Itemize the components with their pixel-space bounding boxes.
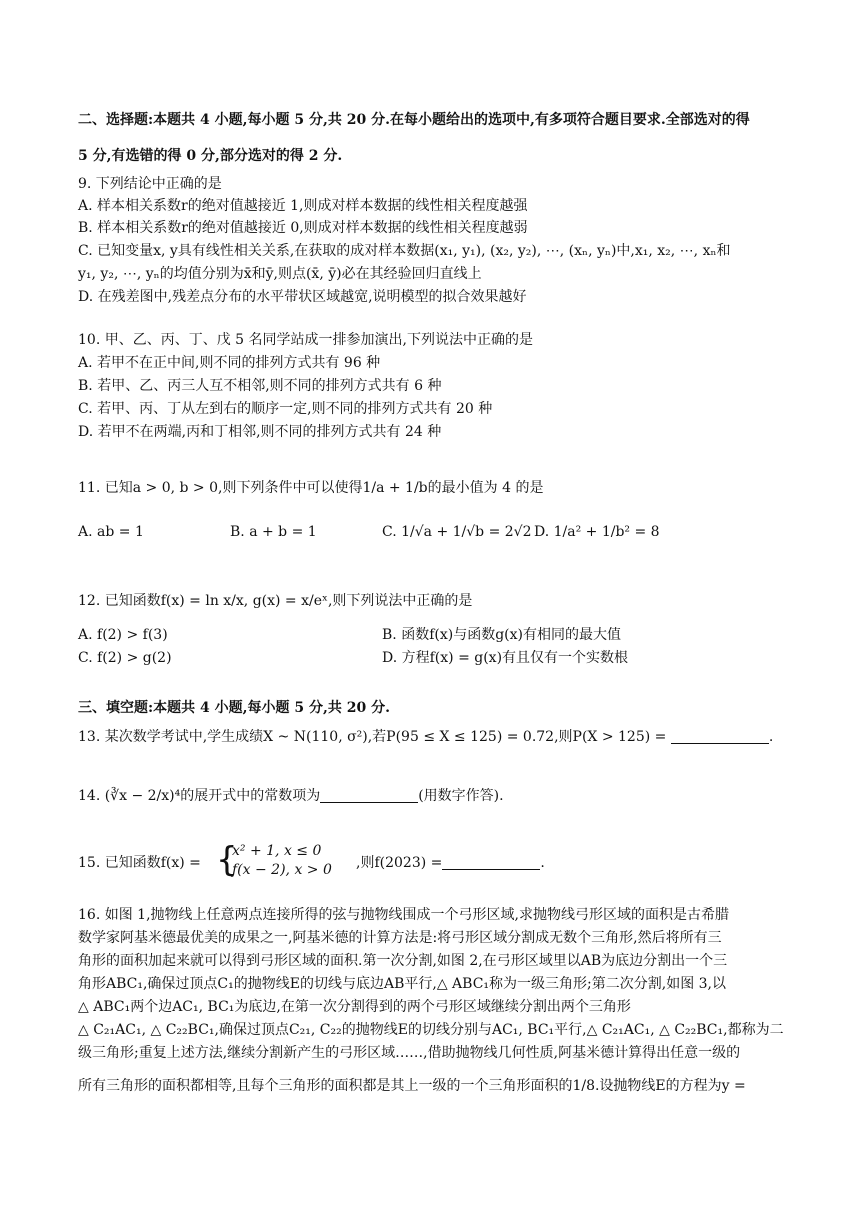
q13-text: 13. 某次数学考试中,学生成绩X ~ N(110, σ²),若P(95 ≤ X ≤ 125) = 0.72,则P(X > 125) = [78,729,667,745]
q9-option-a: A. 样本相关系数r的绝对值越接近 1,则成对样本数据的线性相关程度越强 [78,198,528,214]
q11-option-a: A. ab = 1 [78,524,144,540]
q13-line [78,727,773,747]
q12-option-b: B. 函数f(x)与函数g(x)有相同的最大值 [382,627,621,643]
q10-option-d: D. 若甲不在两端,丙和丁相邻,则不同的排列方式共有 24 种 [78,424,442,440]
q14-answer-blank[interactable] [320,788,418,803]
q14-end: (用数字作答). [418,788,504,804]
q14-line [78,786,504,806]
q9-option-d: D. 在残差图中,残差点分布的水平带状区域越宽,说明模型的拟合效果越好 [78,289,527,305]
q9-option-c-line1: C. 已知变量x, y具有线性相关关系,在获取的成对样本数据(x₁, y₁), (x₂, y₂), ⋯, (xₙ, yₙ)中,x₁, x₂, ⋯, xₙ和 [78,243,731,259]
q15-left-brace: { [216,840,238,880]
q15-mid-text: ,则f(2023) = [356,855,443,871]
q15-prefix: 15. 已知函数f(x) = [78,855,201,871]
section2-header-line2: 5 分,有选错的得 0 分,部分选对的得 2 分. [78,148,343,164]
q13-answer-blank[interactable] [671,729,769,744]
q16-line1: 16. 如图 1,抛物线上任意两点连接所得的弦与抛物线围成一个弓形区域,求抛物线弓形区域的面积是古希腊 [78,907,729,923]
q11-option-c: C. 1/√a + 1/√b = 2√2 [382,524,532,540]
q16-line4: 角形ABC₁,确保过顶点C₁的抛物线E的切线与底边AB平行,△ ABC₁称为一级三角形;第二次分割,如图 3,以 [78,976,726,992]
section3-header: 三、填空题:本题共 4 小题,每小题 5 分,共 20 分. [78,700,390,716]
q16-line7: 级三角形;重复上述方法,继续分割新产生的弓形区域……,借助抛物线几何性质,阿基米德计算得出任意一级的 [78,1045,741,1061]
q10-stem: 10. 甲、乙、丙、丁、戊 5 名同学站成一排参加演出,下列说法中正确的是 [78,332,533,348]
q15-case-1: x² + 1, x ≤ 0 [232,843,322,859]
q11-stem: 11. 已知a > 0, b > 0,则下列条件中可以使得1/a + 1/b的最小值为 4 的是 [78,480,544,496]
q16-line5: △ ABC₁两个边AC₁, BC₁为底边,在第一次分割得到的两个弓形区域继续分割出两个三角形 [78,999,631,1015]
q11-option-b: B. a + b = 1 [230,524,317,540]
q10-option-a: A. 若甲不在正中间,则不同的排列方式共有 96 种 [78,355,381,371]
q15-answer-blank[interactable] [442,855,540,870]
q16-line3: 角形的面积加起来就可以得到弓形区域的面积.第一次分割,如图 2,在弓形区域里以AB为底边分割出一个三 [78,953,728,969]
q16-line6: △ C₂₁AC₁, △ C₂₂BC₁,确保过顶点C₂₁, C₂₂的抛物线E的切线分别与AC₁, BC₁平行,△ C₂₁AC₁, △ C₂₂BC₁,都称为二 [78,1022,784,1038]
q15-mid [356,852,545,872]
q9-option-c-line2: y₁, y₂, ⋯, yₙ的均值分别为x̄和ȳ,则点(x̄, ȳ)必在其经验回归直线上 [78,266,482,282]
q15-end: . [540,855,545,871]
q16-line8: 所有三角形的面积都相等,且每个三角形的面积都是其上一级的一个三角形面积的1/8.设抛物线E的方程为y = [78,1078,746,1094]
section2-header-line1: 二、选择题:本题共 4 小题,每小题 5 分,共 20 分.在每小题给出的选项中,有多项符合题目要求.全部选对的得 [78,112,750,128]
q9-option-b: B. 样本相关系数r的绝对值越接近 0,则成对样本数据的线性相关程度越弱 [78,220,528,236]
q12-option-d: D. 方程f(x) = g(x)有且仅有一个实数根 [382,650,629,666]
q12-option-a: A. f(2) > f(3) [78,627,168,643]
q15-case-2: f(x − 2), x > 0 [232,862,332,878]
q12-option-c: C. f(2) > g(2) [78,650,172,666]
q12-stem: 12. 已知函数f(x) = ln x/x, g(x) = x/eˣ,则下列说法中正确的是 [78,593,473,609]
q13-end: . [768,729,774,745]
q10-option-c: C. 若甲、丙、丁从左到右的顺序一定,则不同的排列方式共有 20 种 [78,401,493,417]
q11-option-d: D. 1/a² + 1/b² = 8 [534,524,660,540]
q16-line2: 数学家阿基米德最优美的成果之一,阿基米德的计算方法是:将弓形区域分割成无数个三角形,然后将所有三 [78,930,722,946]
q10-option-b: B. 若甲、乙、丙三人互不相邻,则不同的排列方式共有 6 种 [78,378,442,394]
q9-stem: 9. 下列结论中正确的是 [78,176,222,192]
q14-text: 14. (∛x − 2/x)⁴的展开式中的常数项为 [78,788,321,804]
